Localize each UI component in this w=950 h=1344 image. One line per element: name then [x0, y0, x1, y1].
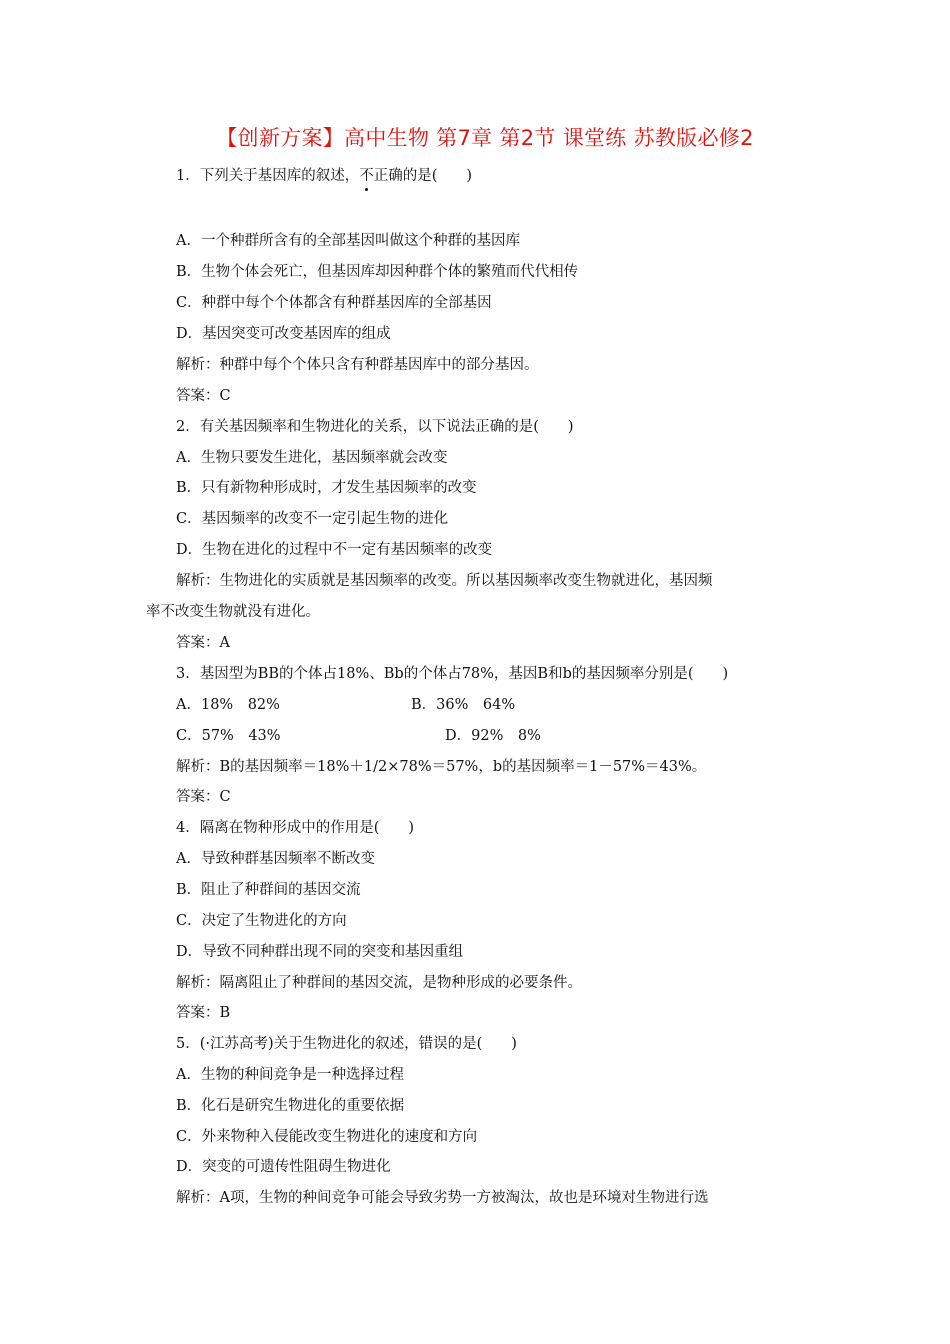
- question-5-option-c: C．外来物种入侵能改变生物进化的速度和方向: [176, 1129, 478, 1145]
- question-3-answer: 答案：C: [176, 789, 231, 805]
- question-2-option-a: A．生物只要发生进化，基因频率就会改变: [176, 450, 448, 466]
- question-2-option-b: B．只有新物种形成时，才发生基因频率的改变: [176, 480, 477, 496]
- question-5-option-d: D．突变的可遗传性阻碍生物进化: [176, 1159, 391, 1175]
- question-4-analysis: 解析：隔离阻止了种群间的基因交流，是物种形成的必要条件。: [176, 975, 582, 991]
- question-3-stem: 3．基因型为BB的个体占18%、Bb的个体占78%，基因B和b的基因频率分别是( ): [176, 666, 729, 682]
- question-3-option-d: D．92% 8%: [445, 728, 541, 744]
- question-5-analysis: 解析：A项，生物的种间竞争可能会导致劣势一方被淘汰，故也是环境对生物进行选: [176, 1190, 709, 1206]
- question-2-answer: 答案：A: [176, 635, 230, 651]
- question-3-option-a: A．18% 82%: [176, 697, 280, 713]
- question-1-option-c: C．种群中每个个体都含有种群基因库的全部基因: [176, 295, 492, 311]
- question-4-option-a: A．导致种群基因频率不断改变: [176, 851, 375, 867]
- question-1-stem: [176, 166, 472, 186]
- question-5-option-a: A．生物的种间竞争是一种选择过程: [176, 1067, 404, 1083]
- question-1-stem-pre: 1．下列关于基因库的叙述，: [176, 168, 360, 184]
- question-4-option-d: D．导致不同种群出现不同的突变和基因重组: [176, 944, 464, 960]
- question-2-option-c: C．基因频率的改变不一定引起生物的进化: [176, 511, 449, 527]
- question-4-option-b: B．阻止了种群间的基因交流: [176, 882, 361, 898]
- question-1-option-a: A．一个种群所含有的全部基因叫做这个种群的基因库: [176, 233, 520, 249]
- question-1-option-d: D．基因突变可改变基因库的组成: [176, 326, 391, 342]
- question-4-stem: 4．隔离在物种形成中的作用是( ): [176, 820, 415, 836]
- question-3-analysis: 解析：B的基因频率＝18%＋1/2×78%＝57%，b的基因频率＝1－57%＝43%。: [176, 759, 707, 775]
- question-3-option-c: C．57% 43%: [176, 728, 281, 744]
- question-4-option-c: C．决定了生物进化的方向: [176, 913, 347, 929]
- question-2-analysis-line-2: 率不改变生物就没有进化。: [146, 604, 320, 620]
- question-2-option-d: D．生物在进化的过程中不一定有基因频率的改变: [176, 542, 493, 558]
- question-3-option-b: B．36% 64%: [411, 697, 516, 713]
- question-1-analysis: 解析：种群中每个个体只含有种群基因库中的部分基因。: [176, 357, 539, 373]
- question-2-analysis-line-1: 解析：生物进化的实质就是基因频率的改变。所以基因频率改变生物就进化，基因频: [176, 573, 713, 589]
- question-5-stem: 5．(·江苏高考)关于生物进化的叙述，错误的是( ): [176, 1036, 517, 1052]
- question-1-stem-post: 正确的是( ): [373, 168, 473, 184]
- question-2-stem: 2．有关基因频率和生物进化的关系，以下说法正确的是( ): [176, 419, 574, 435]
- question-1-answer: 答案：C: [176, 388, 231, 404]
- question-1-emphasis: 不: [359, 168, 374, 184]
- question-5-option-b: B．化石是研究生物进化的重要依据: [176, 1098, 405, 1114]
- page-title: 【创新方案】高中生物 第7章 第2节 课堂练 苏教版必修2: [216, 126, 754, 150]
- question-1-option-b: B．生物个体会死亡，但基因库却因种群个体的繁殖而代代相传: [176, 264, 579, 280]
- question-4-answer: 答案：B: [176, 1005, 231, 1021]
